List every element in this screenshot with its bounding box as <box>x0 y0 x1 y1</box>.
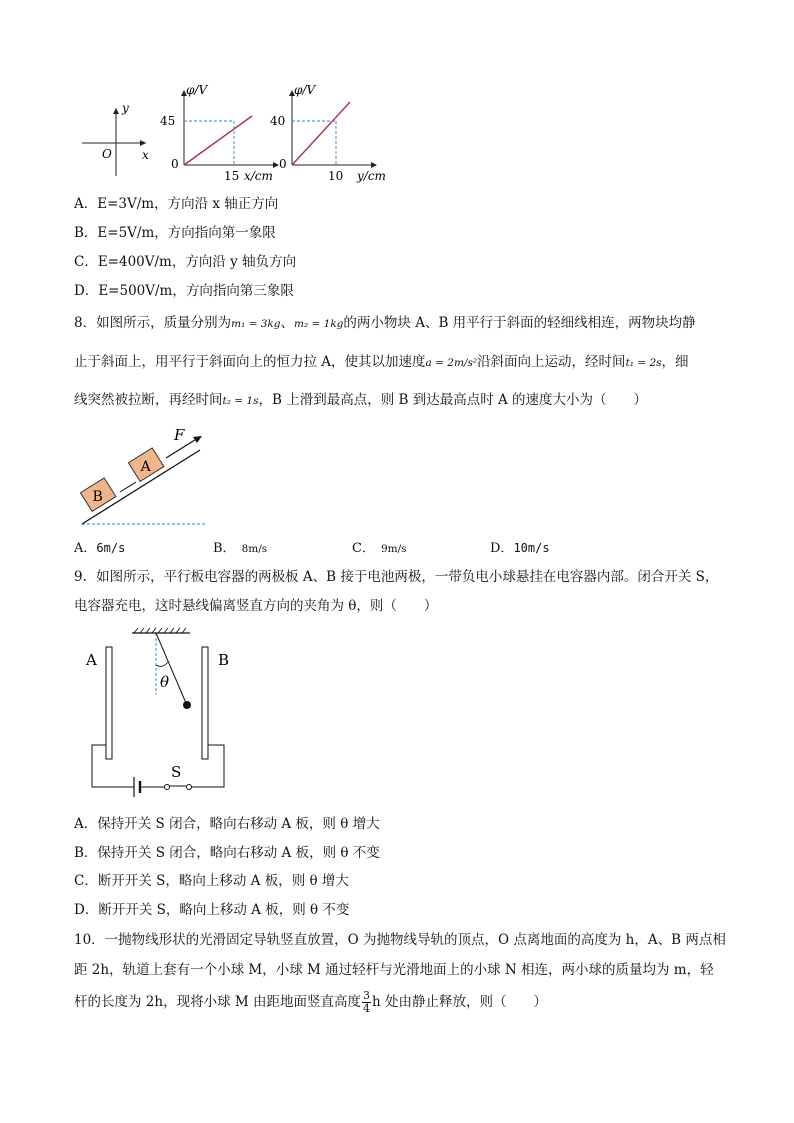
q9-option-a: A．保持开关 S 闭合，略向右移动 A 板，则 θ 增大 <box>74 816 380 832</box>
graph2-zero: 0 <box>279 157 287 171</box>
q8-figure <box>76 420 216 532</box>
q8-text: 8．如图所示，质量分别为 <box>74 315 232 331</box>
y-arrow-icon <box>113 108 119 114</box>
q8-opt-label: D． <box>490 541 514 556</box>
q7-option-c: C．E=400V/m，方向沿 y 轴负方向 <box>74 254 297 270</box>
q8-option-b <box>213 537 267 556</box>
q8-opt-value: 6m/s <box>96 541 126 555</box>
plate-a <box>106 647 112 759</box>
q8-text: ，细 <box>661 354 689 370</box>
q8-sep: 、 <box>280 315 294 331</box>
force-arrow-icon <box>193 436 202 443</box>
q10-line1: 10．一抛物线形状的光滑固定导轨竖直放置，O 为抛物线导轨的顶点，O 点离地面的高度为 h，A、B 两点相 <box>74 932 726 948</box>
q8-text: 线突然被拉断，再经时间 <box>74 392 223 408</box>
force-label: F <box>174 426 185 444</box>
charged-ball <box>183 701 191 709</box>
q9-option-b: B．保持开关 S 闭合，略向右移动 A 板，则 θ 不变 <box>74 845 380 861</box>
q8-option-d <box>490 537 550 556</box>
q8-t1: t₁ = 2s <box>625 357 662 369</box>
plate-b-label: B <box>218 651 230 669</box>
q8-opt-label: C． <box>352 541 375 556</box>
origin-label: O <box>102 147 112 161</box>
block-a-label: A <box>140 458 151 475</box>
q8-opt-value: 9m/s <box>380 543 407 555</box>
graph1-ylabel: φ/V <box>186 83 208 97</box>
q8-opt-label: A． <box>74 541 97 556</box>
graph2 <box>270 83 386 183</box>
q7-option-d: D．E=500V/m，方向指向第三象限 <box>74 283 294 299</box>
string <box>120 482 136 492</box>
axis-x-label: x <box>142 148 149 162</box>
switch-contact-left <box>165 785 170 790</box>
ceiling-hatch <box>134 628 186 633</box>
q8-opt-value: 10m/s <box>513 541 550 555</box>
q10-frac-num: 3 <box>362 989 370 1002</box>
q10-line3 <box>74 990 547 1015</box>
q10-fraction <box>362 990 371 1015</box>
graph2-x-arrow-icon <box>371 162 377 168</box>
q9-figure <box>80 625 240 803</box>
q9-line2: 电容器充电，这时悬线偏离竖直方向的夹角为 θ，则（ ） <box>74 598 438 614</box>
block-b-label: B <box>92 488 103 505</box>
q8-t2: t₂ = 1s <box>222 395 259 407</box>
graph2-xlabel: y/cm <box>357 169 386 183</box>
block-a <box>128 448 164 482</box>
q8-opt-label: B． <box>213 541 236 556</box>
q8-text: 止于斜面上，用平行于斜面向上的恒力拉 A，使其以加速度 <box>74 354 426 370</box>
q9-option-d: D．断开开关 S，略向上移动 A 板，则 θ 不变 <box>74 902 350 918</box>
q10-frac-den: 4 <box>362 1002 370 1015</box>
q8-line3 <box>74 390 647 411</box>
q9-option-c: C．断开开关 S，略向上移动 A 板，则 θ 增大 <box>74 873 349 889</box>
graph1-yval: 45 <box>160 114 176 128</box>
plate-b <box>202 647 208 759</box>
graph2-yval: 40 <box>270 114 286 128</box>
q8-opt-value: 8m/s <box>241 543 268 555</box>
q8-option-a <box>74 537 125 556</box>
q7-option-b: B．E=5V/m，方向指向第一象限 <box>74 225 276 241</box>
x-arrow-icon <box>140 140 146 146</box>
coordinate-axes <box>82 108 146 176</box>
q8-line1 <box>74 313 696 334</box>
graph1-xlabel: x/cm <box>244 169 273 183</box>
q8-m1: m₁ = 3kg <box>231 318 281 330</box>
wire-left <box>92 745 134 787</box>
q8-text: 的两小物块 A、B 用平行于斜面的轻细线相连，两物块均静 <box>343 315 696 331</box>
graph1 <box>160 83 279 183</box>
q8-acceleration: a = 2m/s² <box>425 357 478 369</box>
graph1-xval: 15 <box>224 169 240 183</box>
q8-option-c <box>352 537 407 556</box>
angle-label: θ <box>160 673 170 691</box>
axis-y-label: y <box>122 101 129 115</box>
q8-text: ，B 上滑到最高点，则 B 到达最高点时 A 的速度大小为（ ） <box>258 392 648 408</box>
graph2-ylabel: φ/V <box>294 83 316 97</box>
switch-contact-right <box>187 785 192 790</box>
graph2-line <box>292 102 350 165</box>
q10-text: 杆的长度为 2h，现将小球 M 由距地面竖直高度 <box>74 994 361 1010</box>
q9-line1: 9．如图所示，平行板电容器的两极板 A、B 接于电池两极，一带负电小球悬挂在电容器内部。闭合开关 S， <box>74 569 719 585</box>
thread <box>156 633 186 703</box>
graph1-zero: 0 <box>171 157 179 171</box>
q10-text: h 处由静止释放，则（ ） <box>371 994 547 1010</box>
switch-label: S <box>171 763 182 781</box>
q8-m2: m₂ = 1kg <box>294 318 344 330</box>
graph1-line <box>184 116 252 165</box>
q7-option-a: A．E=3V/m，方向沿 x 轴正方向 <box>74 196 279 212</box>
plate-a-label: A <box>86 651 97 669</box>
q10-line2: 距 2h，轨道上套有一个小球 M，小球 M 通过轻杆与光滑地面上的小球 N 相连，两小球的质量均为 m，轻 <box>74 962 714 978</box>
graph2-xval: 10 <box>328 169 344 183</box>
q8-text: 沿斜面向上运动，经时间 <box>477 354 626 370</box>
q8-line2 <box>74 352 689 373</box>
q7-figure <box>74 80 404 190</box>
